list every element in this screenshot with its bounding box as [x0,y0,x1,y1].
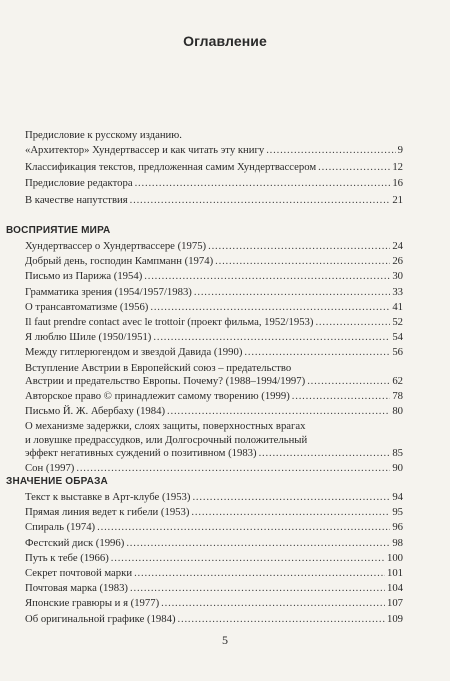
toc-entry-title: В качестве напутствия [25,193,128,206]
toc-entry-page: 96 [392,521,403,534]
dot-leader [307,375,390,388]
toc-entry-page: 26 [392,255,403,268]
toc-entry [25,390,403,403]
toc-entry-page: 30 [392,270,403,283]
toc-entry-title: О трансавтоматизме (1956) [25,300,149,313]
toc-entry [25,161,403,174]
toc-entry-title-line: и ловушке предрассудков, или Долгосрочный положительный [25,433,308,446]
dot-leader [178,613,385,626]
toc-entry-page: 85 [392,446,403,459]
toc-entry-title: Сон (1997) [25,462,75,474]
toc-entry-page: 12 [392,160,403,173]
toc-entry [25,552,403,565]
dot-leader [111,552,385,565]
toc-entry-title: Текст к выставке в Арт-клубе (1953) [25,491,191,503]
section-heading: ВОСПРИЯТИЕ МИРА [6,225,111,236]
toc-entry-page: 101 [386,567,403,579]
page-number: 5 [222,633,228,647]
toc-entry-title-line: Вступление Австрии в Европейский союз – предательство [25,361,292,374]
toc-entry-page: 90 [392,462,403,474]
dot-leader [315,316,390,329]
toc-entry [25,144,403,157]
toc-entry-page: 94 [392,491,403,503]
toc-entry [25,255,403,268]
toc-entry [25,506,403,519]
toc-entry-title: Хундертвассер о Хундертвассере (1975) [25,240,207,252]
toc-entry-page: 98 [392,536,403,549]
toc-entry [25,301,403,314]
toc-entry-title: Письмо из Парижа (1954) [25,270,143,283]
toc-entry-page: 54 [392,331,403,344]
dot-leader [244,346,390,359]
dot-leader [259,447,391,460]
toc-entry-title: Фестский диск (1996) [25,536,125,549]
toc-entry [25,286,403,299]
toc-entry-title: Предисловие редактора [25,177,133,190]
dot-leader [194,286,390,299]
dot-leader [266,144,395,157]
dot-leader [215,255,390,268]
dot-leader [318,161,390,174]
toc-entry [25,537,403,550]
dot-leader [130,194,391,207]
toc-entry [25,597,403,610]
toc-entry [25,420,403,460]
toc-entry [25,177,403,190]
dot-leader [126,537,390,550]
toc-entry-page: 104 [386,582,403,595]
dot-leader [153,331,390,344]
toc-entry-page: 95 [392,506,403,519]
toc-entry-title: Добрый день, господин Кампманн (1974) [25,255,214,268]
toc-entry-title: Между гитлерюгендом и звездой Давида (1990) [25,346,243,359]
toc-entry [25,491,403,504]
toc-entry [25,194,403,207]
toc-entry-title: Письмо Й. Ж. Абербаху (1984) [25,405,166,418]
toc-entry [25,613,403,626]
toc-entry-title: Почтовая марка (1983) [25,582,128,595]
toc-entry-page: 33 [392,285,403,298]
toc-entry [25,521,403,534]
toc-entry-title: Il faut prendre contact avec le trottoir (проект фильма, 1952/1953) [25,316,314,328]
toc-entry-title: Секрет почтовой марки [25,567,133,579]
toc-entry-page: 16 [392,177,403,190]
dot-leader [192,491,390,504]
toc-entry-title-line: О механизме задержки, слоях защиты, поверхностных врагах [25,420,306,433]
dot-leader [292,390,391,403]
toc-entry-page: 80 [392,405,403,418]
toc-entry-title: Спираль (1974) [25,521,96,534]
toc-entry-page: 21 [392,193,403,206]
toc-entry [25,405,403,418]
toc-entry-title: Японские гравюры и я (1977) [25,597,160,610]
dot-leader [161,597,385,610]
dot-leader [135,177,391,190]
dot-leader [144,270,390,283]
toc-entry [25,270,403,283]
dot-leader [150,301,390,314]
toc-entry [25,240,403,253]
toc-entry-page: 41 [392,300,403,313]
toc-entry-page: 107 [386,597,403,610]
section-heading: ЗНАЧЕНИЕ ОБРАЗА [6,476,108,487]
toc-entry-title: эффект негативных суждений о позитивном (1983) [25,446,257,459]
toc-entry-title: Об оригинальной графике (1984) [25,612,176,625]
toc-entry-title: Классификация текстов, предложенная самим Хундертвассером [25,160,317,173]
dot-leader [191,506,390,519]
toc-entry-page: 56 [392,346,403,359]
toc-entry-title: Предисловие к русскому изданию. [25,129,182,141]
dot-leader [76,462,390,475]
toc-entry-page: 52 [392,316,403,328]
toc-entry-title: Путь к тебе (1966) [25,551,109,564]
toc-entry-page: 78 [392,390,403,402]
toc-entry-page: 9 [397,144,403,157]
toc-entry [25,567,403,580]
toc-entry [25,129,403,142]
toc-entry-title: Авторское право © принадлежит самому творению (1999) [25,390,290,402]
toc-entry-title: «Архитектор» Хундертвассер и как читать эту книгу [25,144,265,157]
toc-entry-page: 100 [386,551,403,564]
toc-entry [25,362,403,388]
toc-entry [25,331,403,344]
dot-leader [130,582,385,595]
dot-leader [97,521,390,534]
dot-leader [208,240,390,253]
toc-entry-page: 62 [392,374,403,387]
dot-leader [134,567,385,580]
toc-entry-title: Австрии и предательство Европы. Почему? (1988–1994/1997) [25,374,306,387]
toc-entry-title: Я люблю Шиле (1950/1951) [25,331,152,344]
toc-entry [25,582,403,595]
page-title: Оглавление [183,33,267,49]
toc-entry [25,316,403,329]
toc-entry [25,346,403,359]
toc-entry-title: Прямая линия ведет к гибели (1953) [25,506,190,519]
dot-leader [167,405,390,418]
toc-entry-page: 109 [386,612,403,625]
toc-entry-page: 24 [392,240,403,252]
toc-entry [25,462,403,475]
toc-entry-title: Грамматика зрения (1954/1957/1983) [25,285,192,298]
